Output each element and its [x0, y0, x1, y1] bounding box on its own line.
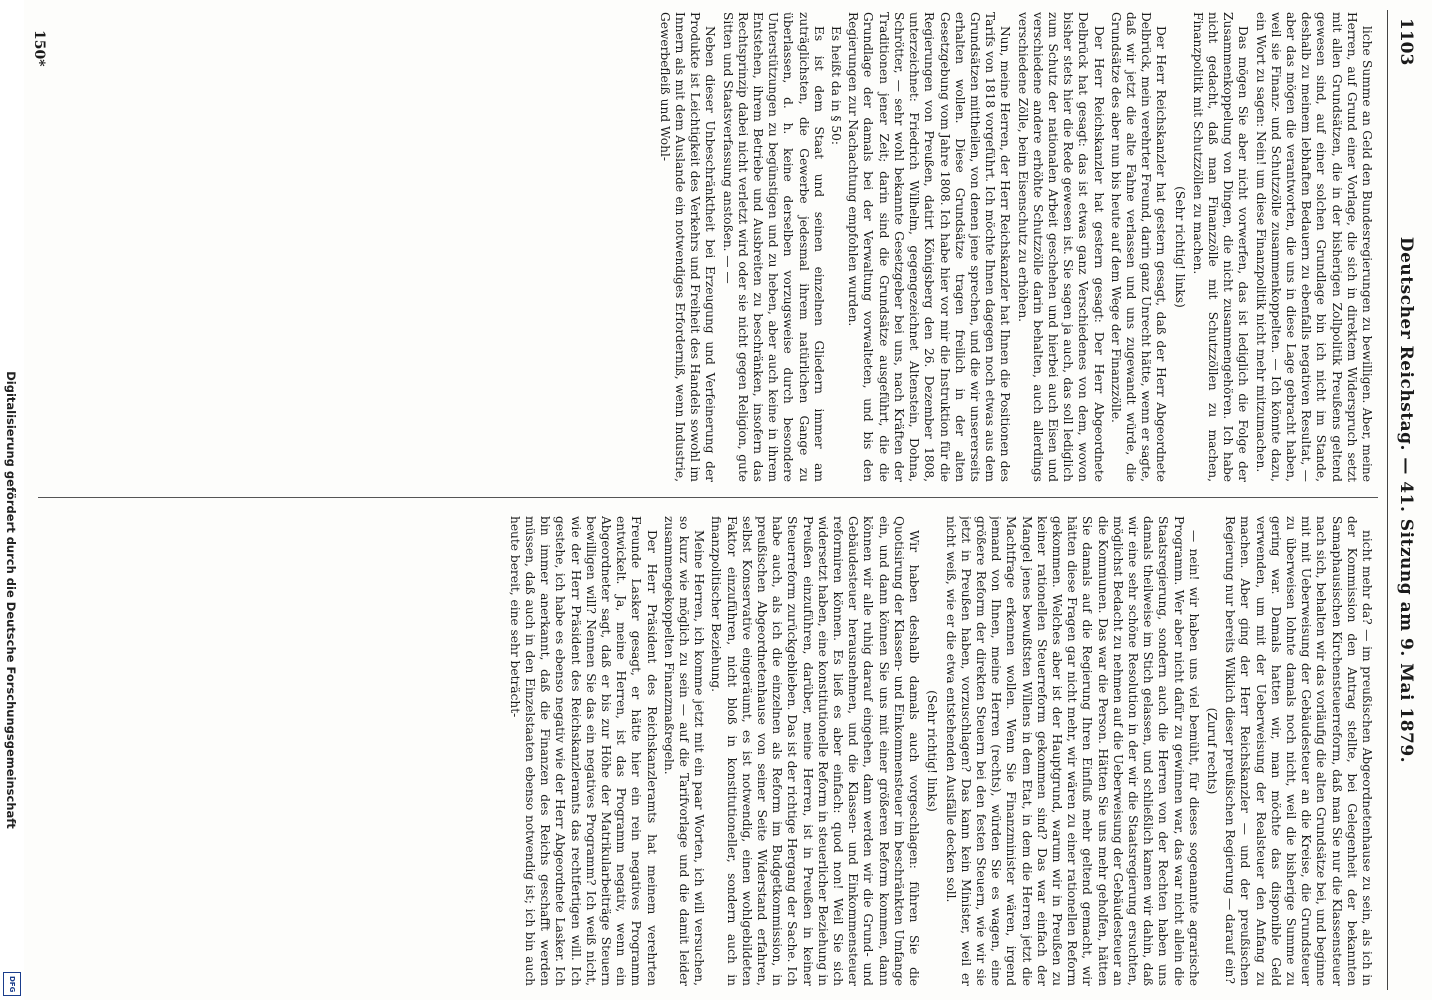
column-divider	[38, 497, 1378, 498]
paragraph: nicht mehr da? — im preußischen Abgeordnetenhause zu sein, als ich in der Kommission den Antrag stellte, bei Gelegenheit der bekannten Samaphausischen Kirchensteuerreform, daß man Sie nur die Klassensteuer nach sich, behalten wir das vorläufig die alten Grundsätze bei, und beginne mit mit Ueberweisung der Gebäudesteuer an die Kreise, die Grundsteuer zu überweisen lohnte damals noch nicht, weil die bisherige Summe zu gering war. Damals hatten wir, man möchte das disponible Geld verwenden, um mit der Ueberweisung der Realsteuer den Anfang zu machen. Aber ging der Herr Reichskanzler — und der preußischen Regierung nur bereits Wiklich dieser preußischen Regierung — darauf ein?	[1223, 516, 1374, 986]
dfg-logo: DFG	[3, 972, 21, 996]
text-column-left	[34, 12, 1374, 482]
paragraph: Es heißt da in § 50:	[829, 26, 844, 146]
interjection: (Zuruf rechts)	[1204, 707, 1219, 795]
paragraph: Der Herr Präsident des Reichskanzleramts hat meinem verehrten Freunde Lasker gesagt, er hätte hier ein rein negatives Programm entwickelt. Ja, meine Herren, ist das Programm negativ, wenn ein Abgeordneter sagt, daß er bis zur Höhe der Matrikularbeiträge Steuern bewilligen will? Nennen Sie das ein negatives Programm? Ich weiß nicht, wie der Herr Präsident des Reichskanzleramts das rechtfertigen will. Ich gestehe, ich habe es ebenso negativ wie der Herr Abgeordnete Lasker. Ich bin immer anerkannt, daß die Finanzen des Reichs geschafft werden müssen, daß auch in den Einzelstaaten ebenso notwendig ist; ich bin auch heute bereit, eine sehr beträcht-	[507, 516, 659, 986]
page-number: 1103	[1396, 18, 1416, 66]
digitization-note: Digitalisierung gefördert durch die Deutsche Forschungsgemeinschaft	[4, 371, 18, 829]
signature-mark: 150*	[31, 30, 47, 67]
paragraph: Wir haben deshalb damals auch vorgeschlagen: führen Sie die Quotisirung der Klassen- und Einkommensteuer im beschränkten Umfange ein, und dann können Sie uns mit einer größeren Reform kommen, dann können wir alle ruhig darauf eingehen, dann werden wir die Grund- und Gebäudesteuer herausnehmen, und die Klassen- und Einkommensteuer reformiren können. Es ließ es aber einfach: quod non! Weil Sie sich widersetzt haben, eine konstitutionelle Reform in steuerlicher Beziehung in Preußen einzuführen, darüber, meine Herren, ist in Preußen in keiner Steuerreform zurückgeblieben. Das ist der richtige Hergang der Sache. Ich habe auch, als ich die einzelnen als Reform im Budgetkommission, in preußischen Abgeordnetenhause von seiner Seite Widerstand erfahren, selbst Konservative eingeräumt, es ist notwendig, einen wohlgebildeten Faktor einzuführen, nicht bloß in konstitutioneller, sondern auch in finanzpolitischer Beziehung.	[709, 516, 922, 986]
paragraph: Meine Herren, ich komme jetzt mit ein paar Worten, ich will versuchen, so kurz wie möglich zu sein — auf die Tarifvorlage und die damit leider zusammengekoppelten Finanzmaßregeln.	[661, 516, 707, 986]
scanned-page	[24, 0, 1432, 1000]
paragraph: — nein! wir haben uns viel bemüht, für dieses sogenannte agrarische Programm. Wer aber nicht dafür zu gewinnen war, das war nicht allein die Staatsregierung, sondern auch die Herren von der Rechten haben uns damals theilweise im Stich gelassen, und schließlich kamen wir dahin, daß wir eine sehr schöne Resolution in der wir die Staatsregierung ersuchten, möglichst Bedacht zu nehmen auf die Ueberweisung der Gebäudesteuer an die Kommunen. Das war die Person. Hätten Sie uns mehr geholfen, hätten Sie damals auf die Regierung Ihren Einfluß mehr geltend gemacht, wir hätten diese Fragen gar nicht mehr, wir wären zu einer rationellen Reform gekommen. Welches aber ist der Hauptgrund, warum wir in Preußen zu keiner rationellen Steuerreform gekommen sind? Das war einfach der Mangel jenes bewußtsten Willens in dem Etat, in dem die Herren jetzt die Machtfrage erkennen wollen. Wenn Sie Finanzminister wären, irgend jemand von Ihnen, meine Herren (rechts), würden Sie es wagen, eine größere Reform der direkten Steuern bei den festen Steuern, wie wir sie jetzt in Preußen haben, vorzuschlagen? Das kann kein Minister, weil er nicht weiß, wie er die etwa entstehenden Ausfälle decken soll.	[943, 516, 1201, 986]
page-header	[1387, 10, 1422, 990]
paragraph: Der Herr Reichskanzler hat gestern gesagt, daß der Herr Abgeordnete Delbrück, mein verehrter Freund, darin ganz Unrecht hätte, wenn er sagte, daß wir jetzt die alte Fahne verlassen und uns zugewandt würde, die Grundsätze des aber nun bis heute auf dem Wege der Finanzzölle.	[1108, 12, 1169, 482]
interjection: (Sehr richtig! links)	[1172, 186, 1187, 308]
paragraph: Das mögen Sie aber nicht vorwerfen, das ist lediglich die Folge der Zusammenkoppelung von Dingen, die nicht zusammengehören. Ich habe nicht gedacht, daß man Finanzzölle mit Schutzzöllen zu machen, Finanzpolitik mit Schutzzöllen zu machen.	[1190, 12, 1251, 482]
paragraph: Nun, meine Herren, der Herr Reichskanzler hat Ihnen die Positionen des Tarifs von 1818 vorgeführt. Ich möchte Ihnen dagegen noch etwas aus dem Grundsätzen mittheilen, von denen jene sprechen, und die wir unsererseits erhalten wollen. Diese Grundsätze tragen freilich in der alten Gesetzgebung vom Jahre 1808. Ich habe hier vor mir die Instruktion für die Regierungen von Preußen, datirt Königsberg den 26. Dezember 1808, unterzeichnet: Friedrich Wilhelm, gegengezeichnet Altenstein, Dohna, Schrötter, — sehr wohl bekannte Gesetzgeber bei uns, nach Kräften der Traditionen jener Zeit; darin sind die Grundsätze ausgeführt, die die Grundlage der damals bei der Verwaltung vorwalteten, und bis den Regierungen zur Nachachtung empfohlen wurden.	[846, 12, 1013, 482]
paragraph: liche Summe an Geld den Bundesregierungen zu bewilligen. Aber, meine Herren, auf Grund einer Vorlage, die sich in direktem Widerspruch setzt mit allen Grundsätzen, die in der bisherigen Zollpolitik Preußens geltend gewesen sind, auf einer solchen Grundlage bin ich nicht im Stande, deshalb zu meinem lebhaften Bedauern zu ebenfalls negativen Resultat, — aber das mögen die verantworten, die uns in diese Lage gebracht haben, weil sie Finanz- und Schutzzölle zusammenkoppelten. — Ich könnte dazu, ein Wort zu sagen: Nein! um diese Finanzpolitik nicht mehr mitzumachen.	[1253, 12, 1374, 482]
running-title: Deutscher Reichstag. — 41. Sitzung am 9. Mai 1879.	[1396, 236, 1416, 764]
text-column-right	[34, 516, 1374, 986]
paragraph: Neben dieser Unbeschränktheit bei Erzeugung und Verfeinerung der Produkte ist Leichtigkeit des Verkehrs und Freiheit des Handels sowohl im Innern als mit dem Auslande ein notwendiges Erforderniß, wenn Industrie, Gewerbefleiß und Wohl-	[657, 12, 718, 482]
paragraph: Der Herr Reichskanzler hat gestern gesagt: Der Herr Abgeordnete Delbrück hat gesagt: das ist etwas ganz Verschiedenes von dem, wovon bisher stets hier die Rede gewesen ist. Sie sagen ja auch, das soll lediglich zum Schutz der nationalen Arbeit geschehen und hierbei auch Eisen und verschiedene andere erhöhte Schutzzölle darin behalten, auch allerdings verschiedene Zölle, beim Eisenschutz zu erhöhen.	[1015, 12, 1106, 482]
paragraph: Es ist dem Staat und seinen einzelnen Gliedern immer am zuträglichsten, die Gewerbe jedesmal ihrem natürlichen Gange zu überlassen, d. h. keine derselben vorzugsweise durch besondere Unterstützungen zu begünstigen und zu heben, aber auch keine in ihrem Entstehen, ihrem Betriebe und Ausbreiten zu beschränken, insofern das Rechtsprinzip dabei nicht verletzt wird oder sie nicht gegen Religion, gute Sitten und Staatsverfassung anstoßen. — —	[720, 12, 826, 482]
interjection: (Sehr richtig! links)	[925, 690, 940, 812]
page-sheet	[24, 0, 1432, 1000]
digitization-strip	[0, 0, 22, 1000]
